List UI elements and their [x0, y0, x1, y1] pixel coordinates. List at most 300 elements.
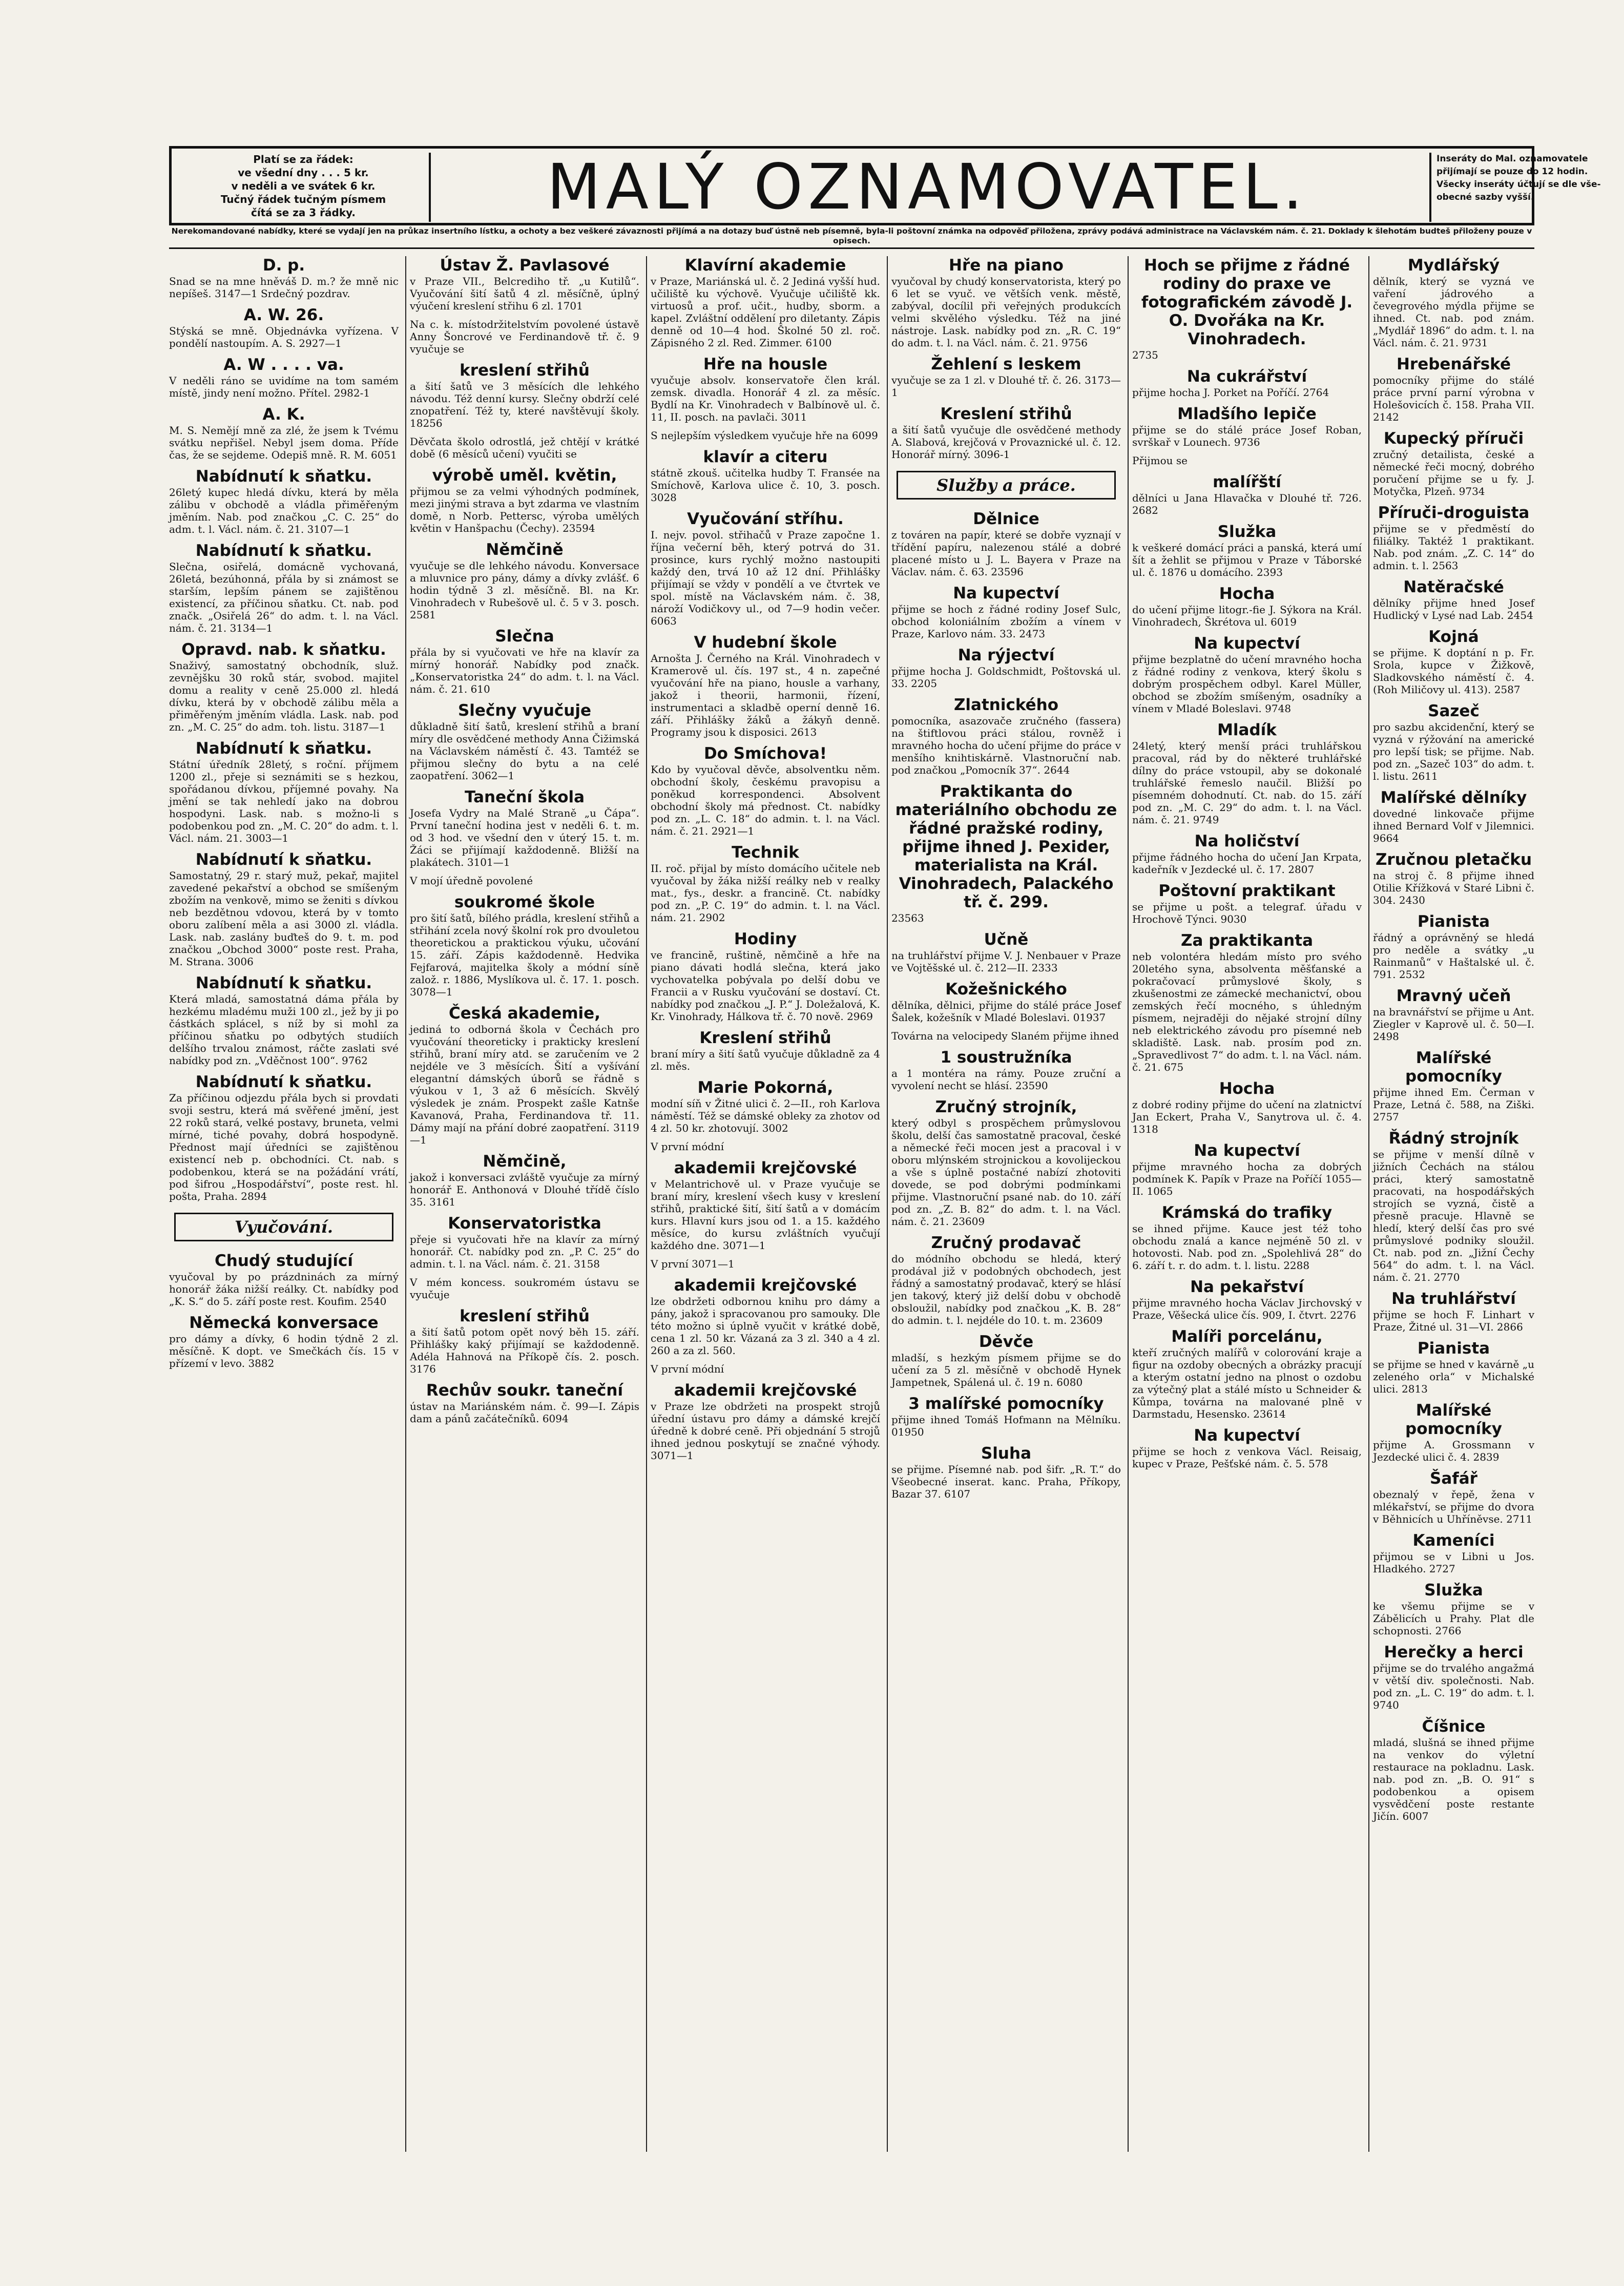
ad-heading: Nabídnutí k sňatku.: [195, 974, 372, 992]
classified-ad: [410, 1307, 639, 1375]
rates-line: čítá se za 3 řádky.: [251, 206, 356, 219]
classified-ad: [891, 1234, 1121, 1326]
classified-ad: [410, 701, 639, 782]
classified-ad: [1132, 367, 1362, 399]
ad-body: řádný a oprávněný se hledá pro neděle a svátky „u Rainmanů“ v Haštalské ul. č. 791. 2532: [1373, 931, 1534, 981]
ad-heading: klavír a citeru: [703, 448, 828, 466]
ad-heading: Zručnou pletačku: [1375, 850, 1532, 869]
ad-heading: Kojná: [1428, 628, 1479, 646]
classified-ad: [1132, 473, 1362, 516]
ad-heading: Rechův soukr. taneční: [426, 1381, 623, 1400]
ad-heading: Hrebenářské: [1396, 355, 1511, 373]
ad-body: se přijme se hned v kavárně „u zeleného orla“ v Michalské ulici. 2813: [1373, 1358, 1534, 1395]
classified-ad: [651, 843, 880, 924]
ad-body: V neděli ráno se uvidíme na tom samém místě, jindy není možno. Přítel. 2982-1: [169, 375, 399, 399]
ad-body: jakož i konversaci zvláště vyučuje za mírný honorář E. Anthonová v Dlouhé třídě číslo 35. 3161: [410, 1171, 639, 1208]
classified-ad: [1373, 1531, 1534, 1575]
classified-ad: [1373, 504, 1534, 572]
ad-body: jediná to odborná škola v Čechách pro vyučování theoreticky i prakticky kreslení střihů, braní míry atd. se zaručením ve 2 nejdéle ve 3 měsících. Šití a vyšívání elegantní dámských úborů se řádně s výukou v 1, 3 až 6 měsících. Skvělý výsledek je znám. Prospekt zašle Katnše Kavanová, Praha, Ferdinandova tř. 11. Dámy mají na přání dobré zaopatření. 3119—1: [410, 1023, 639, 1146]
classified-ad: [651, 930, 880, 1023]
column-divider: [1368, 256, 1369, 2152]
ad-heading: Na kupectví: [1194, 1141, 1300, 1160]
classified-ad: [1373, 1129, 1534, 1283]
classified-ad: [891, 980, 1121, 1024]
ad-heading: Zlatnického: [953, 696, 1059, 714]
classified-ad: [651, 429, 880, 442]
ad-heading: A. W. 26.: [243, 306, 324, 324]
classified-ad: [651, 355, 880, 423]
classified-ad: [651, 1078, 880, 1134]
ad-heading: Chudý studující: [215, 1252, 353, 1270]
ad-heading: výrobě uměl. květin,: [432, 466, 617, 485]
classified-ad: [169, 850, 399, 968]
classified-ad: [1132, 1203, 1362, 1272]
ad-heading: Němčině: [486, 541, 564, 559]
ad-heading: Hocha: [1219, 585, 1275, 603]
ad-heading: Slečna: [495, 627, 554, 646]
classified-ad: [651, 1363, 880, 1375]
ad-heading: Na holičství: [1194, 832, 1300, 850]
ad-body: přijme hocha J. Goldschmidt, Poštovská ul. 33. 2205: [891, 665, 1121, 690]
classified-ad: [1373, 912, 1534, 981]
classified-ad: [1373, 628, 1534, 696]
ad-heading: kreslení střihů: [460, 361, 590, 380]
classified-ad: [410, 361, 639, 429]
ad-heading: Šafář: [1430, 1469, 1477, 1488]
ad-body: pomocníky přijme do stálé práce první parní výrobna v Holešovicích č. 158. Praha VII. 2142: [1373, 374, 1534, 423]
ad-body: Za příčinou odjezdu přála bych si provdati svoji sestru, která má svěřené jmění, jest 22 roků stará, velké postavy, bruneta, velmi mírné, tiché povahy, dobrá hospodyně. Přednost mají úředníci se zajištěnou existencí neb p. obchodníci. Ct. nab. s podobenkou, která se na požádání vrátí, pod šifrou „Hospodářství“, poste rest. hl. pošta, Praha. 2894: [169, 1092, 399, 1202]
ad-body: přijmou se za velmi výhodných podmínek, mezi jinými strava a byt zdarma ve vlastním domě, n Norb. Pettersc, výroba umělých květin v Hanšpachu (Čechy). 23594: [410, 485, 639, 534]
rates-line: Platí se za řádek:: [253, 153, 353, 165]
classified-ad: [1373, 1049, 1534, 1123]
classified-ad: [1373, 1290, 1534, 1333]
classified-ad: [1373, 788, 1534, 844]
notice-line: Nerekomandované nabídky, které se vydají jen na průkaz insertního lístku, a ochoty a bez veškeré závaznosti přijímá a na dotazy buď ústně neb písemně, byla-li poštovní známka na odpověď přiložena, zprávy podává administrace na Václavském nám. č. 21. Doklady k šlehotám budteš přiloženy pouze v opisech.: [171, 226, 1532, 245]
classified-ad: [1132, 1079, 1362, 1135]
ad-body: přijme ihned Tomáš Hofmann na Mělníku. 01950: [891, 1414, 1121, 1438]
ad-body: dělníci u Jana Hlavačka v Dlouhé tř. 726. 2682: [1132, 492, 1362, 516]
ad-heading: Služka: [1217, 523, 1277, 541]
ad-heading: Nabídnutí k sňatku.: [195, 542, 372, 560]
rates-box: [178, 153, 431, 222]
ad-heading: D. p.: [262, 256, 305, 275]
ad-heading: Sazeč: [1428, 702, 1480, 720]
ad-heading: Služka: [1424, 1581, 1483, 1599]
classified-ad: [891, 696, 1121, 776]
classified-ad: [1373, 355, 1534, 423]
ad-heading: Zručný prodavač: [931, 1234, 1081, 1252]
classified-ad: [1132, 454, 1362, 467]
classified-ad: [1132, 1141, 1362, 1197]
ad-body: přijme bezplatně do učení mravného hocha z řádné rodiny z venkova, který školu s dobrým prospěchem odbyl. Karel Müller, obchod se zbožím smíšeným, osadníky a vínem v Mladé Boleslavi. 9748: [1132, 653, 1362, 715]
deadline-box: [1429, 153, 1601, 222]
ad-heading: Opravd. nab. k sňatku.: [181, 640, 386, 659]
ad-heading: Nabídnutí k sňatku.: [195, 739, 372, 758]
classified-ad: [1373, 987, 1534, 1043]
ad-heading: Pianista: [1417, 1339, 1490, 1358]
ad-heading: Malířské pomocníky: [1405, 1049, 1502, 1086]
ad-heading: Praktikanta do materiálního obchodu ze řádné pražské rodiny, přijme ihned J. Pexider, materialista na Král. Vinohradech, Palackého tř. č. 299.: [895, 782, 1117, 911]
ad-heading: Němčině,: [483, 1152, 567, 1171]
rates-line: ve všední dny . . . 5 kr.: [238, 167, 369, 179]
ad-body: pro sazbu akcidenční, který se vyzná v rýžování na americké pro lepší tisk; se přijme. Nab. pod zn. „Sazeč 103“ do adm. t. l. listu. 2611: [1373, 721, 1534, 782]
ad-heading: akademii krejčovské: [674, 1276, 857, 1295]
ad-heading: Na kupectví: [1194, 1426, 1300, 1445]
ad-body: v Praze VII., Belcrediho tř. „u Kutilů“. Vyučování šití šatů 4 zl. měsíčně, úplný výučení kreslení střihu 6 zl. 1701: [410, 275, 639, 312]
ad-column: [891, 256, 1121, 2152]
classified-ad: [410, 541, 639, 621]
ad-body: v Praze lze obdržeti na prospekt strojů úřední ústavu pro dámy a dámské krejčí úředně k dobré ceně. Při objednání 5 strojů ihned jednou poskytují se značné výhody. 3071—1: [651, 1400, 880, 1462]
ad-body: přijmou se v Libni u Jos. Hladkého. 2727: [1373, 1550, 1534, 1575]
classified-ad: [169, 1314, 399, 1369]
classified-ad: [1132, 585, 1362, 628]
ad-heading: Hoch se přijme z řádné rodiny do praxe ve fotografickém závodě J. O. Dvořáka na Kr. Vinohradech.: [1141, 256, 1353, 348]
classified-ad: [891, 510, 1121, 578]
classified-ad: [891, 1444, 1121, 1500]
classified-ad: [410, 1004, 639, 1146]
classified-ad: [1373, 1401, 1534, 1463]
classified-ad: [651, 1159, 880, 1252]
ad-heading: malířští: [1213, 473, 1281, 491]
column-divider: [887, 256, 888, 2152]
ad-body: vyučoval by po prázdninách za mírný honorář žáka nižší reálky. Ct. nabídky pod „K. S.“ do 5. září poste rest. Koufim. 2540: [169, 1271, 399, 1307]
ad-body: na truhlářství přijme V. J. Nenbauer v Praze ve Vojtěšské ul. č. 212—II. 2333: [891, 949, 1121, 974]
ad-body: vyučoval by chudý konservatorista, který po 6 let se vyuč. ve větších venk. městě, zabýval, docílil při veřejných produkcích velmi skvělého výsledku. Též na jiné nástroje. Lask. nabídky pod zn. „R. C. 19“ do adm. t. l. na Václ. nám. č. 21. 9756: [891, 275, 1121, 349]
classified-ad: [410, 1152, 639, 1208]
classified-ad: [891, 405, 1121, 461]
classified-ad: [1132, 634, 1362, 715]
ad-heading: Kožešnického: [945, 980, 1067, 999]
ad-heading: Mravný učeň: [1396, 987, 1511, 1005]
classified-ad: [1373, 850, 1534, 906]
masthead: [169, 146, 1601, 225]
ad-body: pro šití šatů, bílého prádla, kreslení střihů a střihání zcela nový školní rok pro dvouletou theoretickou a praktickou výuku, učování 15. září. Zápis každodenně. Hedvika Fejfarová, majitelka školy a módní síně založ. r. 1886, Myslíkova ul. č. 17. 1. posch. 3078—1: [410, 912, 639, 998]
ad-body: S nejlepším výsledkem vyučuje hře na 6099: [651, 429, 878, 442]
ad-body: na stroj č. 8 přijme ihned Otilie Křížková v Staré Libni č. 304. 2430: [1373, 869, 1534, 906]
ad-heading: Kreslení střihů: [699, 1029, 831, 1047]
classified-ad: [1373, 578, 1534, 621]
classified-ad: [651, 510, 880, 627]
ad-heading: Hocha: [1219, 1079, 1275, 1098]
ad-heading: Herečky a herci: [1384, 1643, 1524, 1661]
classified-ad: [1132, 1278, 1362, 1321]
ad-heading: Marie Pokorná,: [697, 1078, 834, 1097]
ad-body: modní síň v Žitné ulici č. 2—II., roh Karlova náměstí. Též se dámské obleky za zhotov od 4 zl. 50 kr. zhotovují. 3002: [651, 1097, 880, 1134]
ad-body: braní míry a šití šatů vyučuje důkladně za 4 zl. měs.: [651, 1048, 880, 1072]
ad-heading: Děvče: [978, 1333, 1034, 1351]
ad-heading: akademii krejčovské: [674, 1381, 857, 1400]
classified-ad: [1132, 1426, 1362, 1470]
ad-body: přijme se hoch z řádné rodiny Josef Sulc, obchod koloniálním zbožím a vínem v Praze, Karlovo nám. 33. 2473: [891, 603, 1121, 640]
ad-heading: Klavírní akademie: [684, 256, 846, 275]
classified-ad: [169, 1252, 399, 1307]
ad-heading: A. W . . . . va.: [223, 356, 344, 374]
ad-heading: Na rýjectví: [957, 646, 1055, 664]
deadline-line: obecné sazby vyšší.: [1436, 192, 1534, 202]
ad-heading: V hudební škole: [694, 633, 837, 652]
ad-body: přijme A. Grossmann v Jezdecké ulici č. 4. 2839: [1373, 1439, 1534, 1463]
ad-body: přijme se v předměstí do filiálky. Taktéž 1 praktikant. Nab. pod znám. „Z. C. 14“ do admin. t. l. 2563: [1373, 523, 1534, 572]
classified-ad: [410, 466, 639, 534]
ad-body: I. nejv. povol. střihačů v Praze započne 1. října večerní běh, který potrvá do 31. prosince, kurs rychlý možno nastoupiti každý den, trvá 10 až 12 dní. Přihlášky přijímají se vždy v pondělí a ve čtvrtek ve spol. místě na Václavském nám. č. 38, nároží Vodičkovy ul., od 7—9 hodin večer. 6063: [651, 529, 880, 627]
classified-ad: [410, 318, 639, 355]
ad-body: a šití šatů potom opět nový běh 15. září. Přihlášky kaký přijímají se každodenně. Adéla Hahnová na Příkopě čís. 2. posch. 3176: [410, 1326, 639, 1375]
ad-heading: A. K.: [262, 405, 305, 424]
classified-ad: [1373, 1469, 1534, 1525]
classified-ad: [1132, 523, 1362, 578]
ad-body: dělníka, dělnici, přijme do stálé práce Josef Šalek, kožešník v Mladé Boleslavi. 01937: [891, 999, 1121, 1024]
ad-heading: Dělnice: [973, 510, 1039, 528]
deadline-line: přijímají se pouze do 12 hodin.: [1436, 167, 1588, 177]
ad-heading: kreslení střihů: [460, 1307, 590, 1325]
ad-body: obeznalý v řepě, žena v mlékařství, se přijme do dvora v Běhnicích u Uhříněvse. 2711: [1373, 1488, 1534, 1525]
column-divider: [1128, 256, 1129, 2152]
ad-body: se ihned přijme. Kauce jest též toho obchodu znalá a kance nejméně 50 zl. v hotovosti. Nab. pod zn. „Spolehlivá 28“ do 6. září t. r. do adm. t. l. listu. 2288: [1132, 1222, 1362, 1272]
ad-body: se přijme v menší dílně v jižních Čechách na stálou práci, který samostatně pracovati, na hospodářských strojích se vyzná, čistě a přesně pracuje. Hlavně se hledí, který delší čas pro své průmyslové podniky sloužil. Ct. nab. pod zn. „Jižní Čechy 564“ do adm. t. l. na Václ. nám. č. 21. 2770: [1373, 1148, 1534, 1283]
ad-body: dělník, který se vyzná ve vaření jádrového a čevegrového mýdla přijme se ihned. Ct. nab. pod znám. „Mydlář 1896“ do adm. t. l. na Václ. nám. č. 21. 9731: [1373, 275, 1534, 349]
ad-body: 24letý, který menší práci truhlářskou pracoval, rád by do některé truhlářské dílny do práce vstoupil, aby se dokonalé truhlářské řemeslo naučil. Bližší po písemném dohodnutí. Ct. nab. do 15. září pod zn. „M. C. 29“ do adm. t. l. na Václ. nám. č. 21. 9749: [1132, 740, 1362, 826]
classified-ad: [891, 1030, 1121, 1042]
ad-heading: Do Smíchova!: [703, 744, 827, 763]
ad-body: mladší, s hezkým písmem přijme se do učení za 5 zl. měsíčně v obchodě Hynek Jampetnek, Spálená ul. č. 19 n. 6080: [891, 1352, 1121, 1388]
classified-ad: [410, 1381, 639, 1425]
ad-body: a šití šatů ve 3 měsících dle lehkého návodu. Též denní kursy. Slečny obdrží celé znopatření. Též ty, které navštěvují školy. 18256: [410, 380, 639, 429]
ad-heading: Hře na piano: [949, 256, 1064, 275]
classified-ad: [169, 974, 399, 1067]
classified-ad: [410, 1276, 639, 1301]
classified-ad: [169, 256, 399, 300]
ad-body: do módního obchodu se hledá, který prodával již v podobných obchodech, jest řádný a samostatný prodavač, který se hlásí jen takový, který již delší dobu v obchodě obsloužil, nabídky pod značkou „K. B. 28“ do admin. t. l. nejdéle do 10. t. m. 23609: [891, 1253, 1121, 1326]
ad-body: přeje si vyučovati hře na klavír za mírný honorář. Ct. nabídky pod zn. „P. C. 25“ do admin. t. l. na Václ. nám. č. 21. 3158: [410, 1233, 639, 1270]
classified-ad: [891, 1048, 1121, 1092]
column-divider: [405, 256, 406, 2152]
ad-body: přijme se hoch z venkova Václ. Reisaig, kupec v Praze, Pešťské nám. č. 5. 578: [1132, 1445, 1362, 1470]
section-heading: Vyučování.: [174, 1213, 393, 1241]
ad-body: V první módní: [651, 1140, 724, 1153]
ad-heading: soukromé škole: [454, 893, 595, 911]
ad-body: Která mladá, samostatná dáma přála by hezkému mladému muži 100 zl., jež by ji po částkách splácel, s níž by si mohl za příčinou sňatku po odbytých studiích delšího trvalou známost, ráčte zaslati své nabídky pod zn. „Vděčnost 100“. 9762: [169, 993, 399, 1067]
ad-body: V mém koncess. soukromém ústavu se vyučuje: [410, 1276, 639, 1301]
ad-body: z dobré rodiny přijme do učení na zlatnictví Jan Eckert, Praha V., Sanytrova ul. č. 4. 1318: [1132, 1098, 1362, 1135]
ad-body: neb volontéra hledám místo pro svého 20letého syna, absolventa měšťanské a pokračovací průmyslové školy, s zkušenostmi ze zámecké mechanictví, obou zemských řečí mocného, s úhledným písmem, nejraději do nějaké strojní dílny neb elektrického závodu pro písemné neb skladiště. Lask. nab. prosím pod zn. „Spravedlivost 7“ do adm. t. l. na Václ. nám. č. 21. 675: [1132, 950, 1362, 1073]
ad-body: přijme ihned Em. Čerman v Praze, Letná č. 588, na Ziški. 2757: [1373, 1086, 1534, 1123]
classified-ad: [651, 1140, 880, 1153]
ad-body: V mojí úředně povolené: [410, 875, 533, 887]
ad-body: vyučuje se za 1 zl. v Dlouhé tř. č. 26. 3173—1: [891, 374, 1121, 399]
ad-body: přijme mravného hocha za dobrých podmínek K. Papík v Praze na Poříčí 1055—II. 1065: [1132, 1160, 1362, 1197]
ad-heading: Krámská do trafiky: [1161, 1203, 1332, 1222]
ad-heading: Česká akademie,: [449, 1004, 600, 1023]
ad-heading: 3 malířské pomocníky: [908, 1395, 1104, 1413]
classified-ad: [1373, 429, 1534, 497]
ad-body: přijme se do stálé práce Josef Roban, svrškař v Lounech. 9736: [1132, 424, 1362, 448]
ad-heading: Sluha: [981, 1444, 1031, 1463]
ad-heading: Mladšího lepiče: [1177, 405, 1317, 423]
classified-ad: [169, 306, 399, 349]
ad-body: lze obdržeti odbornou knihu pro dámy a pány, jakož i spracovanou pro samouky. Dle této možno si úplně vyučit v krátké době, cena 1 zl. 50 kr. Vázaná za 3 zl. 340 a 4 zl. 260 a za zl. 560.: [651, 1295, 880, 1357]
classified-ad: [651, 256, 880, 349]
ad-heading: Nabídnutí k sňatku.: [195, 467, 372, 486]
ad-heading: Žehlení s leskem: [931, 355, 1081, 373]
ad-body: přijme mravného hocha Václav Jirchovský v Praze, Věšecká ulice čís. 909, I. čtvrt. 2276: [1132, 1297, 1362, 1321]
ad-body: Samostatný, 29 r. starý muž, pekař, majitel zavedené pekařství a obchod se smíšeným zbožím na venkově, mimo se ženiti s dívkou neb bezdětnou vdovou, která by v tomto oboru zalíbení měla a asi 3000 zl. vládla. Lask. nab. zaslány buďteš do 9. t. m. pod značkou „Obchod 3000“ poste rest. Praha, M. Strana. 3006: [169, 869, 399, 968]
ad-body: pro dámy a dívky, 6 hodin týdně 2 zl. měsíčně. K dopt. ve Smečkách čís. 15 v přízemí v levo. 3882: [169, 1333, 399, 1369]
header-rule: [169, 247, 1534, 249]
ad-body: 2735: [1132, 349, 1158, 361]
ad-heading: Natěračské: [1403, 578, 1504, 596]
ad-body: Na c. k. místodržitelstvím povolené ústavě Anny Šoncrové ve Ferdinandově tř. č. 9 vyučuje se: [410, 318, 639, 355]
ad-heading: Nabídnutí k sňatku.: [195, 1073, 372, 1091]
ad-heading: Příruči-droguista: [1378, 504, 1530, 522]
ad-heading: Ústav Ž. Pavlasové: [440, 256, 610, 275]
ad-heading: Pianista: [1417, 912, 1490, 931]
ad-body: V první 3071—1: [651, 1258, 735, 1270]
classified-ad: [169, 356, 399, 399]
classified-ad: [1373, 702, 1534, 782]
ad-body: pomocníka, asazovače zručného (fassera) na štiftlovou práci stálou, rovněž i mravného hocha do učení přijme do práce v menšího knihtiskárně. Vlastnoruční nab. pod značkou „Pomocník 37“. 2644: [891, 715, 1121, 776]
classified-ad: [169, 405, 399, 461]
ad-body: dělníky přijme hned Josef Hudlický v Lysé nad Lab. 2454: [1373, 597, 1534, 621]
ad-body: se přijme. Písemné nab. pod šifr. „R. T.“ do Všeobecné inserat. kanc. Praha, Příkopy, Bazar 37. 6107: [891, 1463, 1121, 1500]
ad-heading: Hře na housle: [703, 355, 828, 373]
ad-body: se přijme. K doptání n p. Fr. Srola, kupce v Žižkově, Sladkovského náměstí č. 4. (Roh Miličovy ul. 413). 2587: [1373, 647, 1534, 696]
classified-ad: [651, 1029, 880, 1072]
ad-body: ve francině, ruštině, němčině a hře na piano dávati hodlá slečna, která jako vychovatelka pobývala po delší dobu ve Francii a v Rusku vyučování se dostaví. Ct. nabídky pod značkou „J. P.“ J. Doležalová, K. Kr. Vinohrady, Hálkova tř. č. 70 nově. 2969: [651, 949, 880, 1023]
ad-body: k veškeré domácí práci a panská, která umí šít a žehlit se přijmou v Praze v Táborské ul. č. 1876 u domácího. 2393: [1132, 542, 1362, 578]
classified-ad: [169, 467, 399, 535]
ad-heading: 1 soustružníka: [940, 1048, 1072, 1067]
ad-heading: Mydlářský: [1407, 256, 1500, 275]
ad-heading: Malířské pomocníky: [1405, 1401, 1502, 1438]
classified-ad: [891, 584, 1121, 640]
classified-ad: [1132, 931, 1362, 1073]
classified-ad: [891, 782, 1121, 924]
classified-ad: [1373, 1339, 1534, 1395]
ad-body: V první módní: [651, 1363, 724, 1375]
ad-heading: Na kupectví: [953, 584, 1059, 602]
ad-body: ke všemu přijme se v Zábělicích u Prahy. Plat dle schopnosti. 2766: [1373, 1600, 1534, 1637]
ad-body: Továrna na velocipedy Slaném přijme ihned: [891, 1030, 1119, 1042]
classified-ad: [891, 1333, 1121, 1388]
classified-ad: [891, 930, 1121, 974]
ad-heading: Na cukrářství: [1186, 367, 1307, 386]
ad-body: Arnošta J. Černého na Král. Vinohradech v Kramerově ul. čís. 197 st., 4 n. zapečné vyučování hře na piano, housle a varhany, jakož i theorii, harmonii, řízení, instrumentaci a skladbě operní denně 16. září. Přihlášky žáků a žákyň denně. Programy jsou k disposici. 2613: [651, 652, 880, 738]
ad-body: ústav na Mariánském nám. č. 99—I. Zápis dam a pánů začátečníků. 6094: [410, 1400, 639, 1425]
ad-body: dovedné linkovače přijme ihned Bernard Volf v Jilemnici. 9664: [1373, 807, 1534, 844]
classified-ad: [891, 355, 1121, 399]
ad-heading: Hodiny: [734, 930, 797, 948]
deadline-line: Všecky inseráty účtují se dle vše-: [1436, 179, 1601, 190]
ad-body: státně zkouš. učitelka hudby T. Fransée na Smíchově, Karlova ulice č. 10, 3. posch. 3028: [651, 467, 880, 504]
classified-ad: [169, 542, 399, 634]
classified-ad: [1132, 405, 1362, 448]
section-heading: Služby a práce.: [897, 471, 1116, 500]
ad-column: [651, 256, 880, 2152]
ad-body: přijme hocha J. Porket na Poříčí. 2764: [1132, 386, 1329, 399]
ad-heading: Německá konversace: [189, 1314, 379, 1332]
ad-column: [169, 256, 399, 2152]
ad-heading: Poštovní praktikant: [1158, 882, 1336, 900]
ad-heading: Na pekařství: [1190, 1278, 1304, 1296]
classified-ad: [891, 1395, 1121, 1438]
ad-body: 26letý kupec hledá dívku, která by měla zálibu v obchodě a vládla přiměřeným jměním. Nab. pod značkou „C. C. 25“ do adm. t. l. Václ. nám. č. 21. 3107—1: [169, 486, 399, 535]
classified-ad: [1132, 832, 1362, 876]
ad-body: Státní úředník 28letý, s roční. příjmem 1200 zl., přeje si seznámiti se s hezkou, spořádanou dívkou, příjemné povahy. Na jmění se tak nehledí jako na dobrou hospodyni. Lask. nab. s možno-li s podobenkou pod zn. „M. C. 20“ do adm. t. l. Václ. nám. 21. 3003—1: [169, 758, 399, 844]
ad-body: přijme se do trvalého angažmá v větší div. společnosti. Nab. pod zn. „L. C. 19“ do adm. t. l. 9740: [1373, 1662, 1534, 1711]
classified-ad: [891, 1098, 1121, 1228]
ad-heading: Na truhlářství: [1391, 1290, 1516, 1308]
ad-heading: Za praktikanta: [1181, 931, 1313, 950]
ad-body: který odbyl s prospěchem průmyslovou školu, delší čas samostatně pracoval, české a německé řeči mocen jest a pracoval i v oboru mlýnském strojnickou a kovolijeckou a vše s úplně postačné nabízí zhotoviti dovede, se pod dobrými podmínkami přijme. Vlastnoruční psané nab. do 10. září pod zn. „Z. B. 82“ do adm. t. l. na Václ. nám. č. 21. 23609: [891, 1117, 1121, 1228]
classified-ad: [1373, 256, 1534, 349]
ad-body: na bravnářství se přijme u Ant. Ziegler v Kaprově ul. č. 50—I. 2498: [1373, 1006, 1534, 1043]
ad-heading: Řádný strojník: [1388, 1129, 1519, 1148]
classified-ad: [651, 1258, 880, 1270]
classified-ad: [410, 627, 639, 695]
ad-body: se přijme u pošt. a telegraf. úřadu v Hrochově Týnci. 9030: [1132, 901, 1362, 925]
classified-ad: [1132, 256, 1362, 361]
ad-heading: Kameníci: [1412, 1531, 1495, 1550]
ad-heading: Učně: [984, 930, 1029, 949]
ad-body: v Praze, Mariánská ul. č. 2 Jediná vyšší hud. učiliště ku výchově. Vyučuje učiliště kk. virtuosů a prof. učit., hudby, sborm. a kapel. Zvláštní oddělení pro diletanty. Zápis denně od 10—4 hod. Školné 50 zl. roč. Zápisného 2 zl. Red. Zimmer. 6100: [651, 275, 880, 349]
ad-body: II. roč. přijal by místo domácího učitele neb vyučoval by žáka nižší reálky neb v realky mat., fys., deskr. a francině. Ct. nabídky pod zn. „P. C. 19“ do admin. t. l. na Václ. nám. 21. 2902: [651, 862, 880, 924]
ad-body: Děvčata školo odrostlá, jež chtějí v krátké době (6 měsíců učení) vyučiti se: [410, 435, 639, 460]
classified-ad: [1132, 1327, 1362, 1420]
classified-ad: [651, 633, 880, 738]
ad-body: kteří zručných malířů v colorování kraje a figur na ozdoby obecných a obrázky pracují a kterým ostatní jedno na plnost o ozdobu za výtečný plat a stálé místo u Schneider & Kůmpa, továrna na malované plně v Darmstadu, Hesensko. 23614: [1132, 1346, 1362, 1420]
classified-ad: [410, 256, 639, 312]
classified-ad: [891, 256, 1121, 349]
ad-body: přijme řádného hocha do učení Jan Krpata, kadeřník v Jezdecké ul. č. 17. 2807: [1132, 851, 1362, 876]
classified-ad: [1132, 721, 1362, 826]
page-title: MALÝ OZNAMOVATEL.: [547, 151, 1308, 223]
deadline-line: Inseráty do Mal. oznamovatele: [1436, 154, 1588, 164]
ad-body: a 1 montéra na rámy. Pouze zruční a vyvolení necht se hlásí. 23590: [891, 1067, 1121, 1092]
ad-body: vyučuje absolv. konservatoře člen král. zemsk. divadla. Honorář 4 zl. za měsíc. Bydlí na Kr. Vinohradech v Balbínově ul. č. 11, II. posch. na pavlači. 3011: [651, 374, 880, 423]
classified-ad: [410, 875, 639, 887]
ad-body: zručný detailista, české a německé řeči mocný, dobrého poručení přijme se u fy. J. Motyčka, Plzeň. 9734: [1373, 448, 1534, 497]
rates-line: v neděli a ve svátek 6 kr.: [231, 180, 376, 192]
ad-body: v Melantrichově ul. v Praze vyučuje se braní míry, kreslení všech kusy v kreslení střihů, praktické šití, šití šatů a v domácím kurs. Hlavní kurs jsou od 1. a 15. každého měsíce, do kursu zvláštních vyučují každého dne. 3071—1: [651, 1178, 880, 1252]
ad-heading: Technik: [732, 843, 799, 862]
classified-ad: [651, 744, 880, 837]
classified-ad: [169, 1073, 399, 1202]
ad-heading: Nabídnutí k sňatku.: [195, 850, 372, 869]
classified-ad: [1373, 1717, 1534, 1822]
ad-body: z továren na papír, které se dobře vyznají v třídění papíru, nalezenou stálé a dobré placené místo u J. L. Bayera v Praze na Václav. nám. č. 63. 23596: [891, 529, 1121, 578]
ad-body: přijme se hoch F. Linhart v Praze, Žitné ul. 31—VI. 2866: [1373, 1308, 1534, 1333]
ad-body: Slečna, osiřelá, domácně vychovaná, 26letá, bezúhonná, přála by si známost se starším, lepším pánem se zajištěnou existencí, za příčinou sňatku. Ct. nab. pod značk. „Osiřelá 26“ do adm. t. l. na Václ. nám. č. 21. 3134—1: [169, 560, 399, 634]
ad-column: [1132, 256, 1362, 2152]
ad-heading: Číšnice: [1422, 1717, 1486, 1736]
ad-heading: Konservatoristka: [448, 1214, 601, 1233]
ad-heading: akademii krejčovské: [674, 1159, 857, 1177]
ad-body: 23563: [891, 912, 924, 924]
ad-heading: Taneční škola: [464, 788, 585, 806]
classified-ad: [410, 1214, 639, 1270]
ad-body: Josefa Vydry na Malé Straně „u Čápa“. První taneční hodina jest v neděli 6. t. m. od 3 hod. ve všední den v úterý 15. t. m. Žáci se přijímají každodenně. Bližší na plakátech. 3101—1: [410, 807, 639, 868]
classified-ad: [1132, 882, 1362, 925]
ad-body: mladá, slušná se ihned přijme na venkov do výletní restaurace na pokladnu. Lask. nab. pod zn. „B. O. 91“ s podobenkou a opisem vysvědčení poste restante Jičín. 6007: [1373, 1736, 1534, 1822]
ad-body: a šití šatů vyučuje dle osvědčené methody A. Slabová, krejčová v Provaznické ul. č. 12. Honorář mírný. 3096-1: [891, 424, 1121, 461]
ad-heading: Kreslení střihů: [940, 405, 1072, 423]
ad-heading: Na kupectví: [1194, 634, 1300, 653]
ad-body: Kdo by vyučoval děvče, absolventku něm. obchodní školy, českému pravopisu a poněkud korrespondenci. Absolvent obchodní školy má přednost. Ct. nabídky pod zn. „L. C. 18“ do admin. t. l. na Václ. nám. č. 21. 2921—1: [651, 763, 880, 837]
ad-heading: Mladík: [1217, 721, 1277, 739]
ad-heading: Kupecký příruči: [1383, 429, 1524, 448]
classified-ad: [410, 788, 639, 868]
ad-body: Snaživý, samostatný obchodník, služ. zevnějšku 30 roků stár, svobod. majitel domu a reality v ceně 25.000 zl. hledá dívku, která by v obchodě zálibu měla a přiměřeným jměním vládla. Lask. nab. pod zn. „M. C. 25“ do adm. toh. listu. 3187—1: [169, 659, 399, 733]
